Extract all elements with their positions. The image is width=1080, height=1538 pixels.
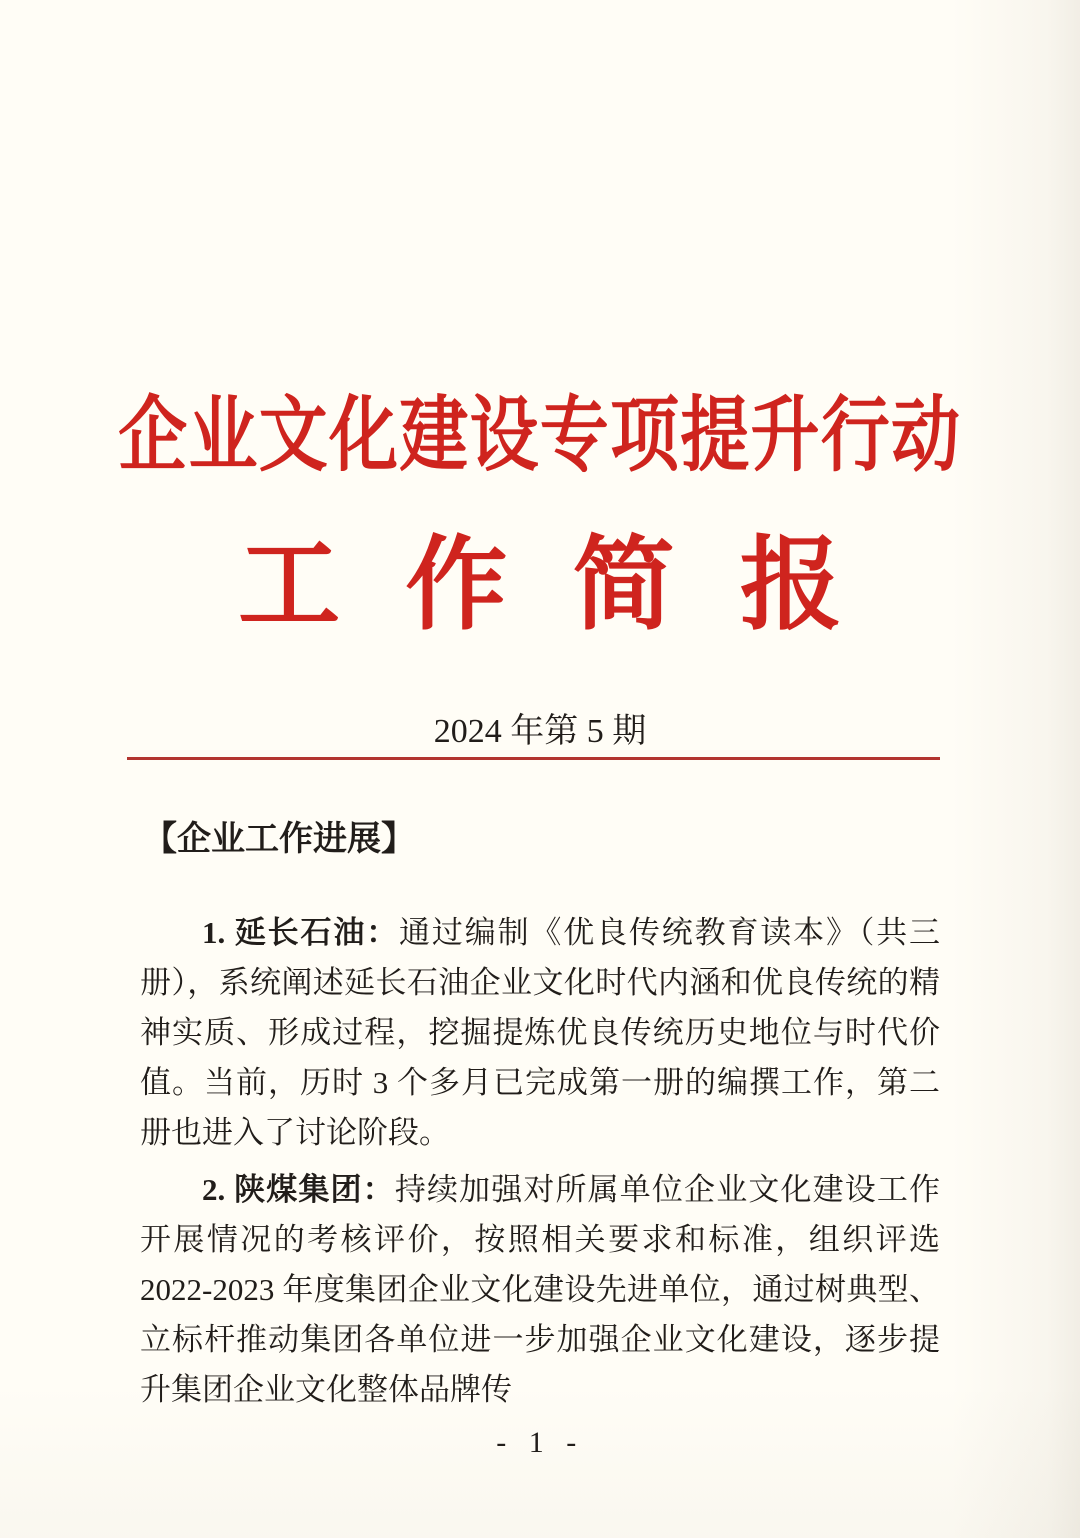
paragraph-yanchang-petroleum (140, 908, 940, 1158)
page-footer (0, 1426, 1080, 1460)
issue-line: 2024 年第 5 期 (433, 713, 647, 750)
paragraph-shaanxi-coal-group (140, 1165, 940, 1415)
page-number: - 1 - (496, 1426, 584, 1459)
document-body (140, 908, 940, 1422)
paragraph-text: 通过编制《优良传统教育读本》（共三册），系统阐述延长石油企业文化时代内涵和优良传统的精神实质、形成过程，挖掘提炼优良传统历史地位与时代价值。当前，历时 3 个多月已完成第一册的编撰工作，第二册也进入了讨论阶段。 (140, 915, 940, 1150)
paragraph-text: 持续加强对所属单位企业文化建设工作开展情况的考核评价，按照相关要求和标准，组织评选 2022-2023 年度集团企业文化建设先进单位，通过树典型、立标杆推动集团各单位进一步加强企业文化建设，逐步提升集团企业文化整体品牌传 (140, 1172, 941, 1407)
masthead (0, 392, 1080, 481)
paragraph-lead: 2. 陕煤集团： (202, 1172, 395, 1207)
masthead-title-line2: 工作简报 (238, 530, 908, 643)
masthead-divider-rule (127, 757, 940, 760)
paragraph-lead: 1. 延长石油： (202, 915, 400, 950)
section-heading-enterprise-progress: 【企业工作进展】 (143, 821, 415, 858)
masthead-title-line1: 企业文化建设专项提升行动 (118, 390, 962, 481)
